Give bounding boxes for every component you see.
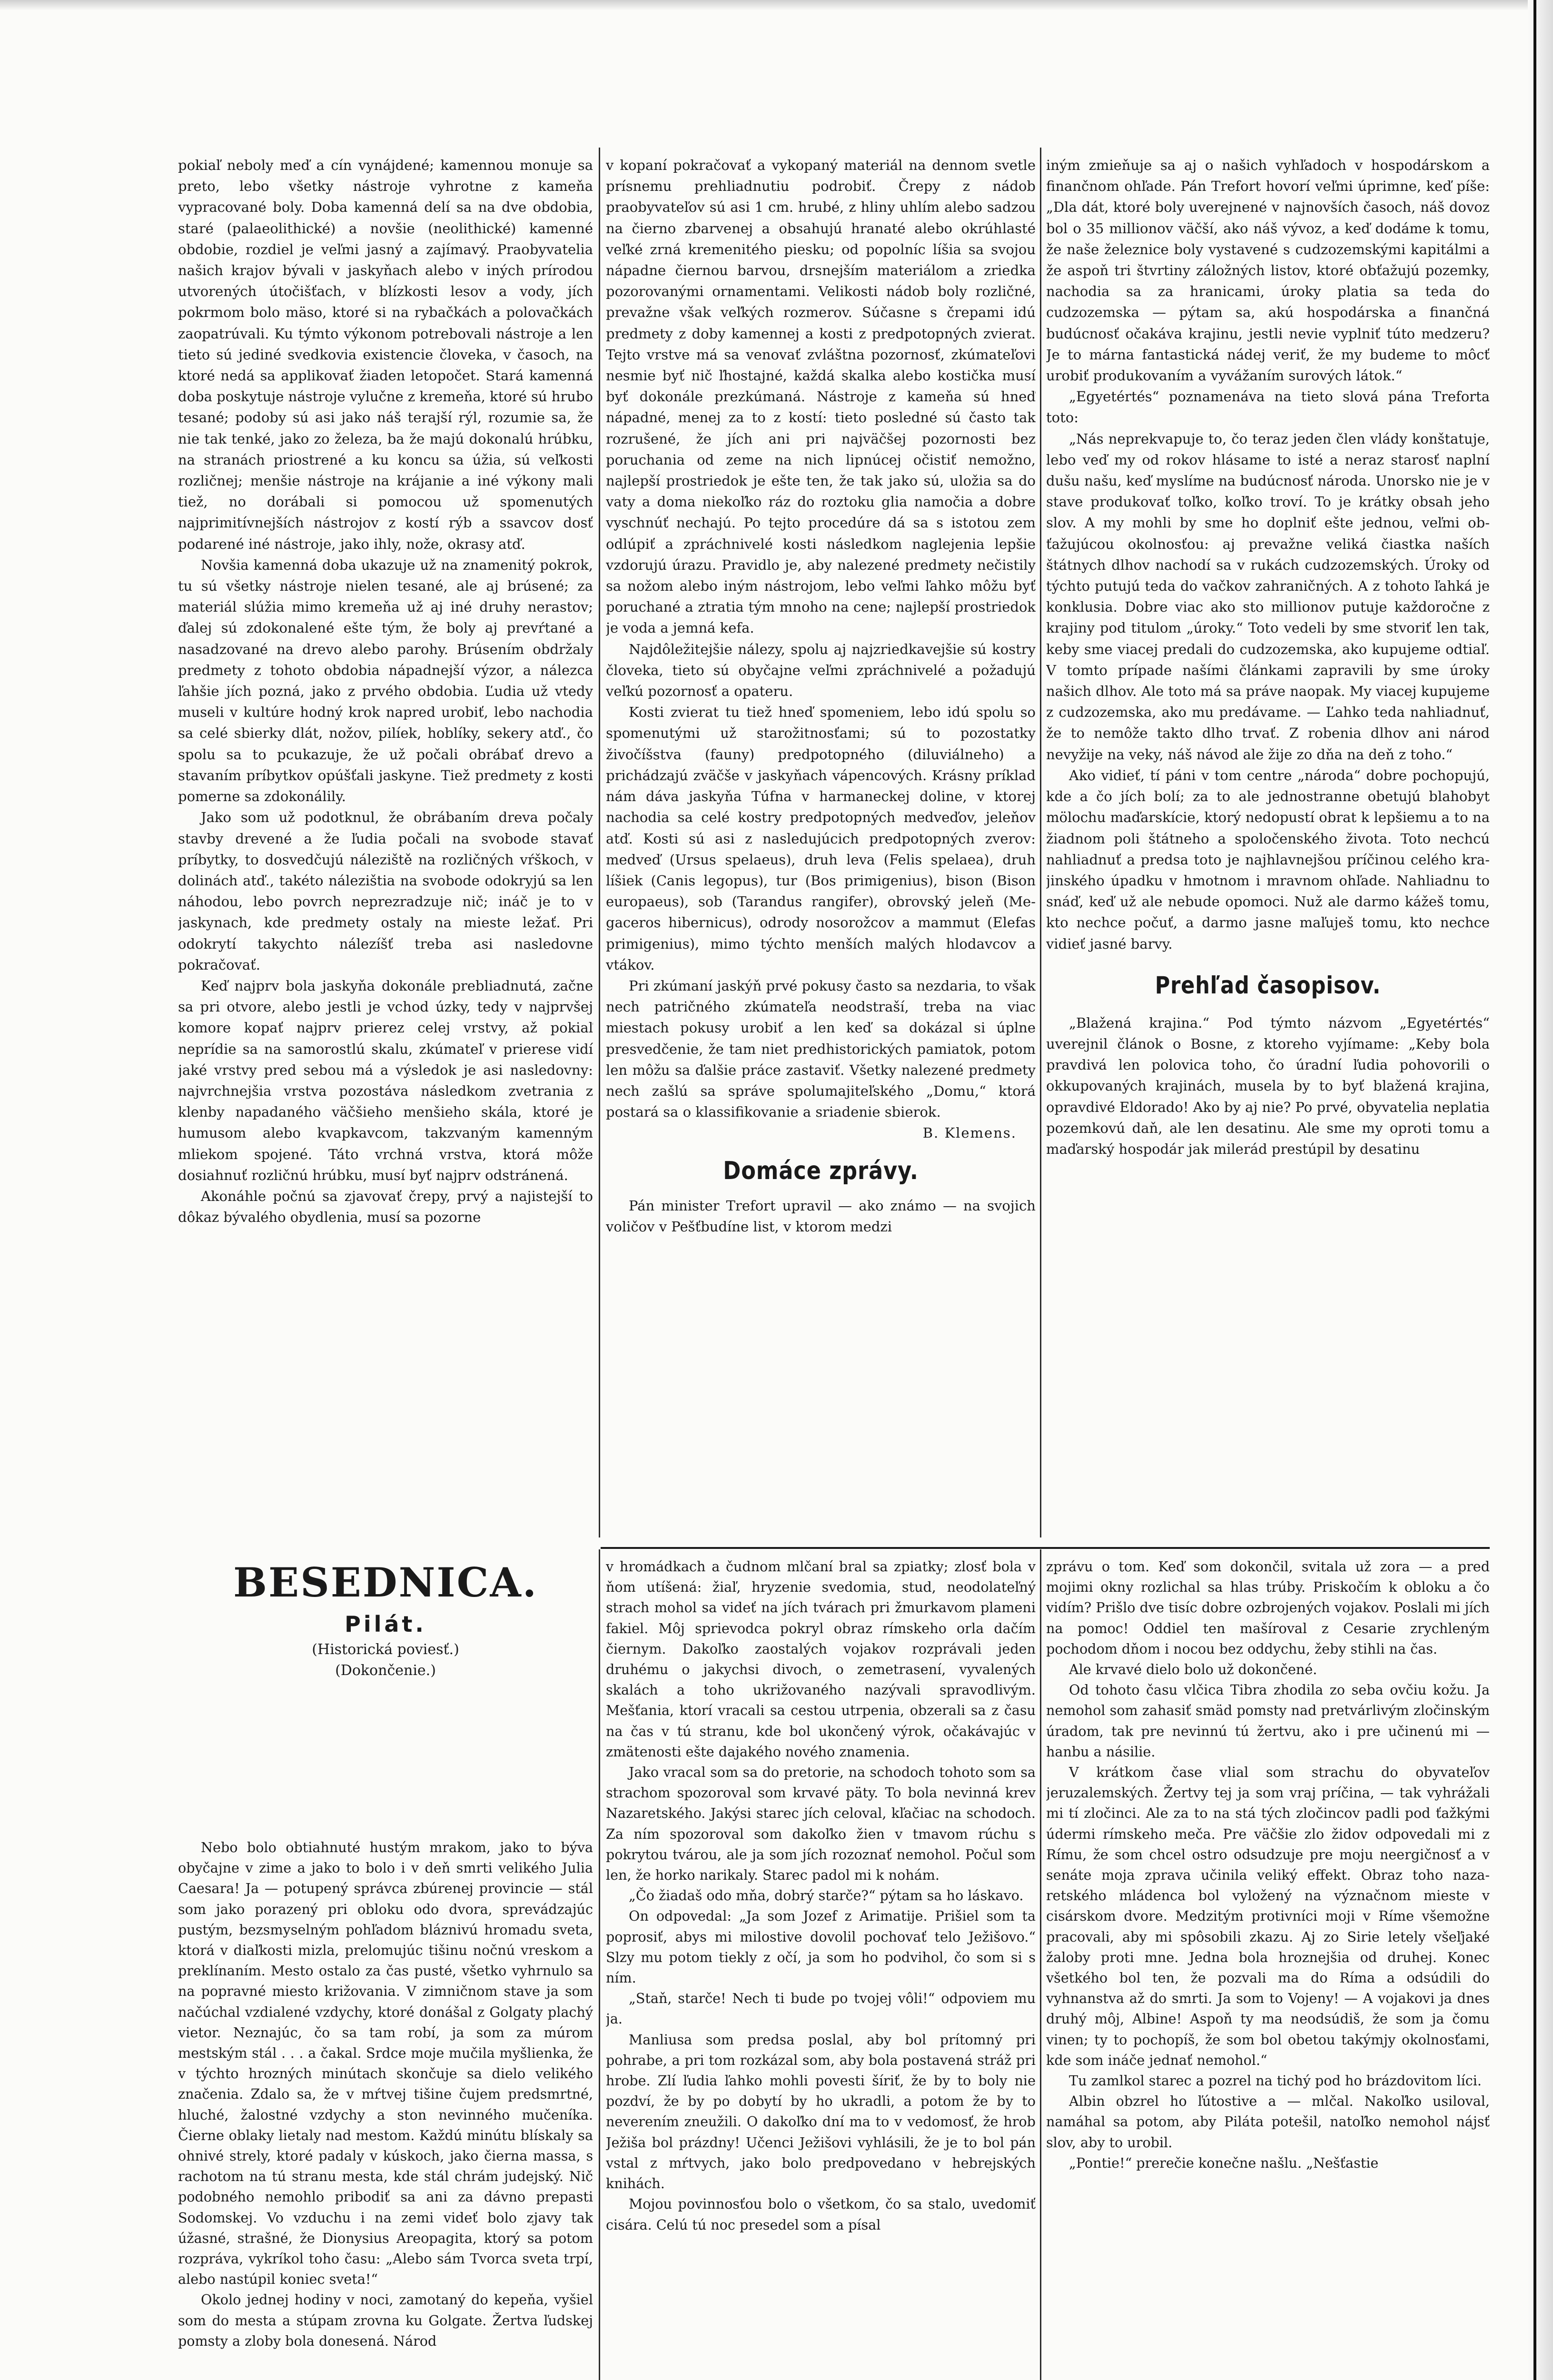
article-paragraph: Akonáhle počnú sa zjavovať črepy, prvý a najistejší to dôkaz bývalého obydlenia, musí sa pozorne xyxy=(178,1188,593,1226)
story-paragraph: „Pontie!“ prerečie konečne našlu. „Nešťastie xyxy=(1069,2154,1379,2171)
story-paragraph: Mojou povinnosťou bolo o všetkom, čo sa stalo, uvedomiť cisára. Celú tú noc presedel som a písal xyxy=(606,2196,1036,2233)
news-paragraph: Ako vidieť, tí páni v tom centre „národa“ dobre pochopujú, kde a čo jích bolí; za to ale jednostranne obetujú blahobyt mölochu maďarskície, ktorý nedopustí obrat k lepšiemu a to na žiadnom poli štátneho a spoločenského života. Toto nechcú nahliadnuť a predsa toto je najhlavnejšou príčinou celého krajinského úpadku v hmotnom i mravnom ohľade. Nahliadnu to snáď, keď už ale nebude opomoci. Nuž ale darmo kážeš tomu, kto nechce počuť, a darmo jasne maľuješ tomu, kto nechce vidieť jasné barvy. xyxy=(1046,767,1490,952)
story-paragraph: „Staň, starče! Nech ti bude po tvojej vôli!“ odpoviem mu ja. xyxy=(606,1990,1036,2027)
story-paragraph: „Čo žiadaš odo mňa, dobrý starče?“ pýtam sa ho láskavo. xyxy=(629,1887,1024,1904)
article-paragraph: Novšia kamenná doba ukazuje už na znamenitý pokrok, tu sú všetky nástroje nielen tesané, ale aj brúsené; za materiál slúžia mimo kremeňa už aj iné druhy nerastov; ďalej sú zdokonalené ešte tým, že boly aj prevŕtané a nasadzované na drevo alebo parohy. Brúsením obdržaly predmety z tohoto obdobia nápadnejší výzor, a nálezca ľahšie jích pozná, jako z prvého obdobia. Ľudia už vtedy museli v kultúre hodný krok napred urobiť, lebo nachodia sa celé sbierky dlát, nožov, pilíek, hoblíky, sekery atď., čo spolu sa to pcukazuje, že už počali obrábať drevo a stavaním príbytkov opúšťali jaskyne. Tiež predmety z kosti pomerne sa zdokonálily. xyxy=(178,556,593,805)
story-paragraph: Nebo bolo obtiahnuté hustým mrakom, jako to býva obyčajne v zime a jako to bolo i v deň smrti velikého Julia Caesara! Ja — potupený správca zbúrenej provincie — stál som jako porazený pri obloku odo dvora, sprevádzajúc pustým, bezsmyselným pohľadom bláznivú hromadu sveta, ktorá v diaľkosti mizla, prelomujúc tišinu nočnú vreskom a preklínaním. Mesto ostalo za čas pusté, všetko vyhrnulo sa na popravné miesto križovania. V zimničnom stave ja som načúchal vzdialené vzdychy, ktoré donášal z Golgaty plachý vietor. Neznajúc, čo sa tam robí, ja som za múrom mestským stál . . . a čakal. Srdce moje mučila myšlienka, že v týchto hrozných minútach skončuje sa dielo velikého značenia. Zdalo sa, že v mŕtvej tišine čujem predsmrtné, hluché, žalostné vzdychy a ston nevinného mučeníka. Čierne oblaky lietaly nad mestom. Každú minútu blískaly sa ohnivé strely, ktoré padaly v kúskoch, jako čierna massa, s rachotom na tú stranu mesta, kde stál chrám judejský. Nič podobného nemohlo pribodiť sa ani za dávno prepasti Sodomskej. Vo vzduchu i na zemi videť bolo zjavy tak úžasné, strašné, že Dionysius Areopagita, ktorý sa potom rozpráva, vykríkol toho času: „Alebo sám Tvorca sveta trpí, alebo nastúpil koniec sveta!“ xyxy=(178,1839,593,2288)
story-paragraph: Manliusa som predsa poslal, aby bol prítomný pri pohrabe, a pri tom rozkázal som, aby bola postavená stráž pri hrobe. Zlí ľudia ľahko mohli povesti šíriť, že by to boly nie pozdví, že by po dobytí by ho ukradli, a potom že by to neverením zneužili. O dakoľko dní ma to v vedomosť, že hrob Ježiša bol prázdny! Učenci Ježišovi vyhlásili, že je to bol pán vstal z mŕtvych, jako bolo predpovedano v hebrejských knihách. xyxy=(606,2031,1036,2192)
feuilleton-title: BESEDNICA. xyxy=(233,1559,538,1606)
story-subtitle: (Historická poviesť.) xyxy=(312,1641,459,1658)
news-paragraph: iným zmieňuje sa aj o našich vyhľadoch v hospodárskom a finančnom ohľade. Pán Trefort hovorí veľmi úprimne, keď píše: „Dla dát, ktoré boly uverejnené v najnovších časoch, náš dovoz bol o 35 millionov väčší, ako náš vývoz, a keď dodáme k tomu, že naše železnice boly vystavené s cudzozemskými kapitálmi a že aspoň tri štvrtiny záložných listov, ktoré obťažujú pozemky, nachodia sa za hranicami, úroky platia sa teda do cudzozemska — pýtam sa, akú hospodárska a finančná budúcnosť očakáva krajinu, jestli nevie vyplniť túto medzeru? Je to márna fantastická nádej veriť, že my budeme to môcť urobiť produkovaním a vyvážaním surových látok.“ xyxy=(1046,157,1490,384)
feuilleton-column-2 xyxy=(606,1557,1036,2378)
scan-edge-right xyxy=(1528,0,1553,2380)
article-paragraph: Kosti zvierat tu tiež hneď spomeniem, lebo idú spolu so spomenutými už starožitnosťami; sú to pozostatky živočíšstva (fauny) predpotopného (diluviálneho) a prichádzajú zväčše v jaskyňach vápencových. Krásny príklad nám dáva jaskyňa Túfna v harmaneckej doline, v ktorej nachodia sa celé kostry predpotopných medveďov, jeleňov atď. Kosti sú asi z nasledujúcich predpotopných zverov: medveď (Ursus spelaeus), druh leva (Felis spelaea), druh líšiek (Canis legopus), tur (Bos primigenius), bison (Bison europaeus), sob (Tarandus rangifer), obrovský jeleň (Megaceros hibernicus), odrody nosorožcov a mammut (Elefas primigenius), mimo týchto menších malých hlodavcov a vtákov. xyxy=(606,704,1036,973)
article-paragraph: pokiaľ neboly meď a cín vynájdené; kamennou monuje sa preto, lebo všetky nástroje vyhrotne z kameňa vypracované boly. Doba kamenná delí sa na dve obdobia, staré (palaeolithické) a novšie (neolithické) kamenné obdobie, rozdiel je veľmi jasný a zajímavý. Praobyvatelia našich krajov bývali v jaskyňach alebo v iných prírodou utvorených útočišťach, v blízkosti lesov a vody, jích pokrmom bolo mäso, ktoré si na rybačkách a polovačkách zaopatrúvali. Ku týmto výkonom potrebovali nástroje a len tieto sú jediné svedkovia existencie človeka, v časoch, na ktoré nedá sa applikovať žiaden letopočet. Stará kamenná doba poskytuje nástroje vylučne z kremeňa, ktoré sú hrubo tesané; podoby sú asi jako náš terajší rýl, rozumie sa, že nie tak tenké, jako zo železa, ba že majú dokonalú hrúbku, na stranách priostrené a ku koncu sa úžia, sú veľkosti rozličnej; menšie nástroje na krájanie a iné výkony mali tiež, no dorábali si pomocou už spomenutých najprimitívnejších nástrojov z kostí rýb a ssavcov dosť podarené iné nástroje, jako ihly, nože, okrasy atď. xyxy=(178,157,593,552)
news-paragraph: „Egyetértés“ poznamenáva na tieto slová pána Treforta toto: xyxy=(1046,388,1490,426)
news-paragraph: „Nás neprekvapuje to, čo teraz jeden člen vlády konštatuje, lebo veď my od rokov hlásame to isté a neraz starosť naplní dušu našu, keď myslíme na budúcnosť národa. Unorsko nie je v stave produkovať toľko, koľko troví. To je krátky obsah jeho slov. A my mohli by sme ho doplniť ešte jednou, veľmi obťažujúcou okolnosťou: aj prevažne veliká čiastka naších štátnych dlhov nachodí sa v rukách cudzozemských. Úroky od týchto putujú teda do vačkov zahraničných. A z tohoto ľahká je konklusia. Dobre viac ako sto millionov putuje každoročne z krajiny pod titulom „úroky.“ Toto vedeli by sme stvoriť len tak, keby sme viacej predali do cudzozemska, ako kupujeme odtiaľ. V tomto prípade našími článkami zapravili by sme úroky našich dlhov. Ale toto má sa práve naopak. My viacej kupujeme z cudzozemska, ako mu predávame. — Ľahko teda nahliadnuť, že to nemôže takto dlho trvať. Z robenia dlhov ani národ nevyžije na veky, náš návod ale žije zo dňa na deň z toho.“ xyxy=(1046,430,1490,763)
story-title: Pilát. xyxy=(345,1611,426,1637)
story-paragraph: zprávu o tom. Keď som dokončil, svitala už zora — a pred mojimi okny rozlichal sa hlas trúby. Priskočím k obloku a čo vidím? Prišlo dve tisíc dobre ozbrojených vojakov. Poslali mi jích na pomoc! Oddiel ten mašíroval z Cesarie zrychleným pochodom dňom i nocou bez oddychu, žeby stihli na čas. xyxy=(1046,1558,1490,1657)
press-review-paragraph: „Blažená krajina.“ Pod týmto názvom „Egyetértés“ uverejnil článok o Bosne, z ktoreho vyjímame: „Keby bola pravdivá len polovica toho, čo úradní ľudia pohovorili o okkupovaných krajinách, musela by to byť blažená krajina, opravdivé Eldorado! Ako by aj nie? Po prvé, obyvatelia neplatia pozemkovú daň, ale len desatinu. Ale sme my oproti tomu a maďarský hospodár jak milerád prestúpil by desatinu xyxy=(1046,1014,1490,1157)
article-column-2 xyxy=(606,155,1036,1530)
article-paragraph: Jako som už podotknul, že obrábaním dreva počaly stavby drevené a že ľudia počali na svobode stavať príbytky, to dosvedčujú náleziště na rozličných vŕškoch, v dolinách atď., takéto nálezištia na svobode odokryjú sa len náhodou, lebo povrch neprezradzuje nič; ináč je to v jaskynach, kde predmety ostaly na mieste ležať. Pri odokrytí takychto nálezíšť treba asi nasledovne pokračovať. xyxy=(178,809,593,973)
section-heading-domace: Domáce zprávy. xyxy=(723,1156,919,1185)
story-continuation: (Dokončenie.) xyxy=(335,1662,436,1679)
scan-edge-line xyxy=(1533,0,1536,2380)
feuilleton-divider xyxy=(601,1547,1490,1549)
scan-shadow-top xyxy=(0,0,1553,10)
story-paragraph: On odpovedal: „Ja som Jozef z Arimatije. Prišiel som ta poprosiť, abys mi milostive dovolil pochovať telo Ježišovo.“ Slzy mu potom tiekly z očí, ja som ho podvihol, čo som si s ním. xyxy=(606,1908,1036,1986)
column-rule xyxy=(599,1549,600,2380)
story-paragraph: Od tohoto času vlčica Tibra zhodila zo seba ovčiu kožu. Ja nemohol som zahasiť smäd pomsty nad pretvárlivým zločinským úradom, tak pre nevinnú tú žertvu, ako i pre učinenú mi — hanbu a násilie. xyxy=(1046,1682,1490,1760)
feuilleton-column-1 xyxy=(178,1837,593,2373)
story-paragraph: Okolo jednej hodiny v noci, zamotaný do kepeňa, vyšiel som do mesta a stúpam zrovna ku Golgate. Žertva ľudskej pomsty a zloby bola donesená. Národ xyxy=(178,2291,593,2349)
column-rule xyxy=(599,148,600,1537)
article-paragraph: Pri zkúmaní jaskýň prvé pokusy často sa nezdaria, to však nech patričného zkúmateľa neodstraší, treba na viac miestach pokusy urobiť a len keď sa dokázal si úplne presvedčenie, že tam niet predhistorických pamiatok, potom len môžu sa ďalšie práce zastaviť. Všetky nalezené predmety nech zašlú sa správe spolumajiteľského „Domu,“ ktorá postará sa o klassifikovanie a sriadenie sbierok. xyxy=(606,977,1036,1121)
story-paragraph: Jako vracal som sa do pretorie, na schodoch tohoto som sa strachom spozoroval som krvavé päty. To bola nevinná krev Nazaretského. Jakýsi starec jích celoval, kľačiac na schodoch. Za ním spozoroval som dakoľko žien v tmavom rúchu s pokrytou tvárou, ale ja som jích rozoznať nemohol. Počul som len, že horko narikaly. Starec padol mi k nohám. xyxy=(606,1764,1036,1884)
column-rule xyxy=(1040,148,1041,1537)
article-column-3 xyxy=(1046,155,1490,1535)
news-paragraph: Pán minister Trefort upravil — ako známo — na svojich voličov v Pešťbudíne list, v ktorom medzi xyxy=(606,1197,1036,1235)
article-paragraph: Keď najprv bola jaskyňa dokonále prebliadnutá, začne sa pri otvore, alebo jestli je vchod úzky, tedy v najprvšej komore kopať najprv prierez celej vrstvy, až pokiaľ neprídie sa na samorostlú skalu, zkúmateľ v prieresе vidí jaké vrstvy pred sebou má a výsledok je asi nasledovny: najvrchnejšia vrstva pozostáva následkom zvetrania z klenby napadaného väčšieho menšieho skála, ktoré je humusom alebo kvapkavcom, takzvaným kamenným mliekom spojené. Táto vrchná vrstva, ktorá môže dosiahnuť rozličnú hrúbku, musí byť najprv odstránená. xyxy=(178,977,593,1183)
story-paragraph: Ale krvavé dielo bolo už dokončené. xyxy=(1069,1661,1317,1678)
article-paragraph: Najdôležitejšie nálezy, spolu aj najzriedkavejšie sú kostry človeka, tieto sú obyčajne veľmi zpráchnivelé a požadujú veľkú pozornosť a opateru. xyxy=(606,641,1036,700)
story-paragraph: V krátkom čase vlial som strachu do obyvateľov jeruzalemských. Žertvy tej ja som vraj príčina, — tak vyhrážali mi tí zločinci. Ale za to na stá tých zločincov padli pod ťažkými údermi rímskeho meča. Pre väčšie zlo židov odpovedali mi z Rímu, že som chcel ostro odsudzuje pre moju neergičnosť a v senáte moja zprava učinila veliký effekt. Obraz toho nazaretského mládenca bol vyložený na význačnom mieste v cisárskom dvore. Medzitým protivníci moji v Ríme všemožne pracovali, aby mi spôsobili zkazu. Aj zo Sirie letely všeľjaké žaloby proti mne. Jedna bola hroznejšia od druhej. Konec všetkého bol ten, že pozvali ma do Ríma a odsúdili do vyhnanstva až do smrti. Ja som to Vojeny! — A vojakovi ja dnes druhý môj, Albine! Aspoň ty ma neodsúdiš, že som ja čomu vinen; ty to pochopíš, že som bol obetou takýmjy okolnosťami, kde som ináče jednať nemohol.“ xyxy=(1046,1764,1490,2068)
feuilleton-column-3 xyxy=(1046,1557,1490,2378)
column-rule xyxy=(1040,1549,1041,2380)
article-paragraph: v kopaní pokračovať a vykopaný materiál na dennom svetle prísnemu prehliadnutiu podrobiť. Črepy z nádob praobyvateľov sú asi 1 cm. hrubé, z hliny uhlím alebo sadzou na čierno zbarvenej a obsahujú hranaté alebo okrúhlasté veľké zrná kremenitého piesku; od popolníc líšia sa svojou nápadne čiernou barvou, drsnejším materiálom a zriedka pozorovanými ornamentami. Velikosti nádob boly rozličné, prevažne však veľkých rozmerov. Súčasne s črepami idú predmety z doby kamennej a kosti z predpotopných zvierat. Tejto vrstve má sa venovať zvláštna pozornosť, zkúmateľovi nesmie byť nič ľhostajné, každá skalka alebo kostička musí byť dokonále prezkúmaná. Nástroje z kameňa sú hneď nápadné, menej za to z kostí: tieto posledné sú často tak rozrušené, že jích ani pri najväčšej pozornosti bez poruchania od zeme na nich lipnúcej očistiť nemožno, najlepší prostriedok je ešte ten, že tak jako sú, uložia sa do vaty a doma niekoľko ráz do roztoku glia namočia a dobre vyschnúť nechajú. Po tejto procedúre dá sa s istotou zem odlúpiť a zpráchnivelé kosti následkom naglejenia lepšie vzdorujú úrazu. Pravidlo je, aby nalezené predmety nečistily sa nožom alebo iným nástrojom, lebo veľmi ľahko môžu byť poruchané a ztratia tým mnoho na cene; najlepší prostriedok je voda a jemná kefa. xyxy=(606,157,1036,636)
story-paragraph: Tu zamlkol starec a pozrel na tichý pod ho brázdovitom líci. xyxy=(1069,2073,1482,2089)
article-signature: B. Klemens. xyxy=(922,1125,1017,1141)
section-heading-prehlad: Prehľad časopisov. xyxy=(1155,971,1381,999)
story-paragraph: v hromádkach a čudnom mlčaní bral sa zpiatky; zlosť bola v ňom utíšená: žiaľ, hryzenie svedomia, stud, neodolateľný strach mohol sa videť na jích tvárach pri žmurkavom plameni fakiel. Môj sprievodca pokryl obraz rímskeho orla dačím čiernym. Dakoľko zaostalých vojakov rozprávali jeden druhému o jakychsi divoch, o zemetrasení, vyvalených skalách a toho ukrižovaného nazývali spravodlivým. Mešťania, ktorí vracali sa cestou utrpenia, obzerali sa z času na čas v tú stranu, kde bol ukončený výrok, očakávajúc v zmätenosti ešte dajakého nového znamenia. xyxy=(606,1558,1036,1760)
article-column-1 xyxy=(178,155,593,1521)
story-paragraph: Albin obzrel ho ľútostive a — mlčal. Nakoľko usiloval, namáhal sa potom, aby Piláta potešil, natoľko nemohol nájsť slov, aby to urobil. xyxy=(1046,2093,1490,2151)
